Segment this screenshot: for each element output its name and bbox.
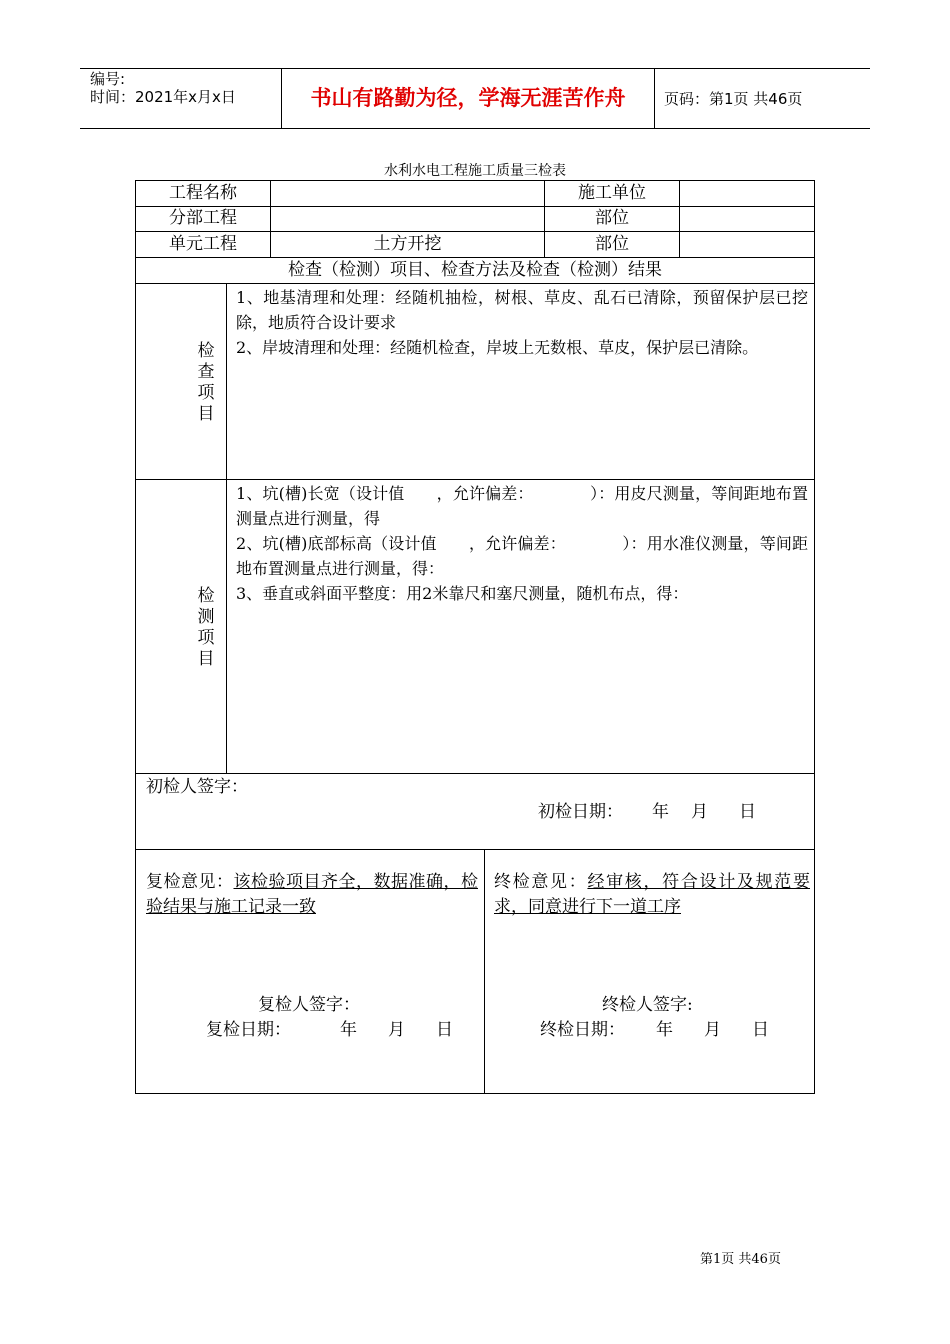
testing-item: 3、垂直或斜面平整度：用2米靠尺和塞尺测量，随机布点，得：	[236, 584, 689, 603]
form-title: 水利水电工程施工质量三检表	[384, 163, 566, 179]
section-heading: 检查（检测）项目、检查方法及检查（检测）结果	[288, 260, 662, 280]
location-label: 部位	[595, 208, 629, 228]
location-label: 部位	[595, 234, 629, 254]
final-check-opinion-text: 经审核，符合设计及规范要求，同意进行下一道工序	[494, 872, 810, 917]
final-check-day: 日	[752, 1020, 769, 1040]
row-rule	[136, 283, 814, 284]
initial-check-date-label: 初检日期：	[538, 802, 623, 822]
final-check-opinion-label: 终检意见：	[494, 872, 588, 892]
recheck-signature-label: 复检人签字：	[258, 995, 360, 1015]
col-rule	[679, 181, 680, 257]
side-label-char: 检	[197, 586, 215, 606]
recheck-year: 年	[340, 1020, 357, 1040]
final-check-date-label: 终检日期：	[540, 1020, 625, 1040]
recheck-month: 月	[388, 1020, 405, 1040]
inspection-item: 1、地基清理和处理：经随机抽检，树根、草皮、乱石已清除，预留保护层已挖除，地质符合设计要求	[236, 288, 808, 332]
initial-check-year: 年	[652, 802, 669, 822]
side-label-char: 目	[197, 649, 215, 669]
col-rule	[226, 283, 227, 773]
header-page-info: 页码：第1页 共46页	[664, 90, 803, 108]
recheck-opinion-label: 复检意见：	[146, 872, 234, 892]
side-label-char: 检	[197, 341, 215, 361]
footer-page-number: 第1页 共46页	[700, 1252, 781, 1267]
initial-check-signature-label: 初检人签字：	[146, 777, 248, 797]
testing-item: 2、坑(槽)底部标高（设计值 ，允许偏差： ）：用水准仪测量，等间距地布置测量点进行测量，得：	[236, 534, 808, 578]
row-rule	[136, 849, 814, 850]
recheck-day: 日	[436, 1020, 453, 1040]
header-motto: 书山有路勤为径，学海无涯苦作舟	[310, 86, 626, 110]
row-rule	[136, 479, 814, 480]
final-check-month: 月	[704, 1020, 721, 1040]
final-check-signature-label: 终检人签字:	[602, 995, 693, 1015]
project-name-label: 工程名称	[169, 183, 237, 203]
header-divider-right	[654, 68, 655, 129]
unit-project-label: 单元工程	[169, 234, 237, 254]
header-top-rule	[80, 68, 870, 69]
col-rule	[484, 849, 485, 1093]
testing-item: 1、坑(槽)长宽（设计值 ，允许偏差： ）：用皮尺测量，等间距地布置测量点进行测量，得	[236, 484, 808, 528]
initial-check-month: 月	[691, 802, 708, 822]
division-label: 分部工程	[169, 208, 237, 228]
initial-check-day: 日	[739, 802, 756, 822]
unit-project-value: 土方开挖	[373, 234, 442, 254]
final-check-opinion	[494, 870, 810, 920]
recheck-opinion-text: 该检验项目齐全，数据准确，检验结果与施工记录一致	[146, 872, 478, 917]
recheck-date-label: 复检日期：	[206, 1020, 291, 1040]
side-label-char: 查	[197, 362, 215, 382]
side-label-char: 项	[197, 383, 215, 403]
side-label-char: 项	[197, 628, 215, 648]
row-rule	[136, 773, 814, 774]
document-time-label: 时间：2021年x月x日	[90, 88, 236, 106]
final-check-year: 年	[656, 1020, 673, 1040]
document-number-label: 编号:	[90, 70, 126, 88]
inspection-item: 2、岸坡清理和处理：经随机检查，岸坡上无数根、草皮，保护层已清除。	[236, 338, 759, 357]
contractor-label: 施工单位	[578, 183, 646, 203]
side-label-char: 目	[197, 404, 215, 424]
recheck-opinion	[146, 870, 478, 920]
inspection-form-table	[135, 180, 815, 1094]
header-bottom-rule	[80, 128, 870, 129]
side-label-char: 测	[197, 607, 215, 627]
